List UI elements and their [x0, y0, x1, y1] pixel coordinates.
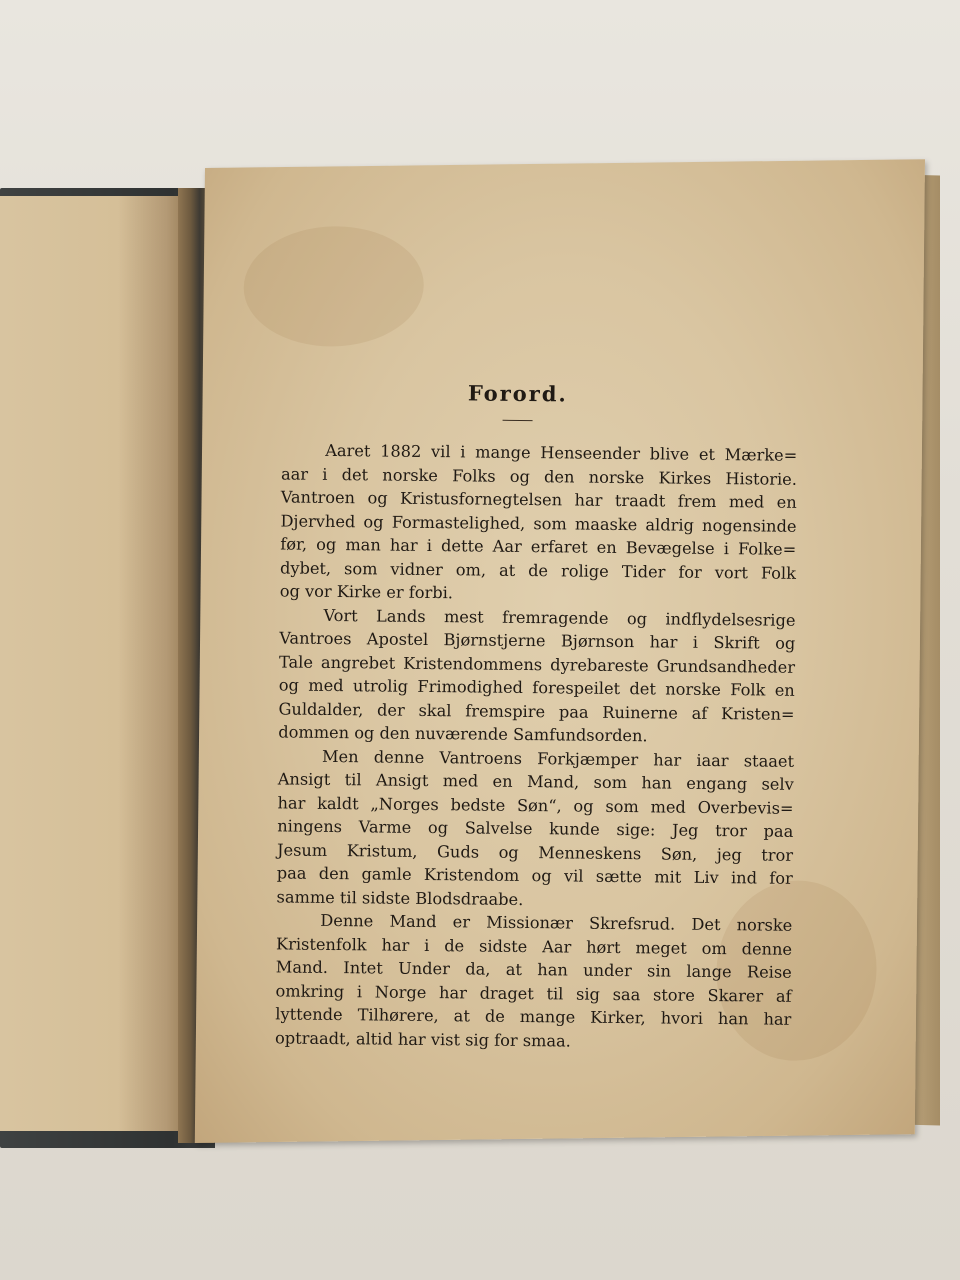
text-line: optraadt, altid har vist sig for smaa.: [274, 1027, 571, 1051]
text-line: og vor Kirke er forbi.: [279, 581, 454, 603]
preface-heading: Forord.: [467, 380, 568, 407]
text-line: Men denne Vantroens Forkjæmper har iaar staaet: [321, 746, 795, 771]
text-line: før, og man har i dette Aar erfaret en Bevægelse i Folke=: [280, 534, 797, 559]
text-line: ningens Varme og Salvelse kunde sige: Jeg tror paa: [277, 816, 794, 841]
text-line: har kaldt „Norges bedste Søn“, og som med Overbevis=: [277, 792, 794, 818]
paragraph-4: [231, 908, 792, 1055]
text-line: Vort Lands mest fremragende og indflydelsesrige: [323, 605, 796, 630]
paragraph-1: [236, 438, 798, 608]
text-line: Kristenfolk har i de sidste Aar hørt meget om denne: [275, 933, 793, 959]
text-line: lyttende Tilhørere, at de mange Kirker, hvori han har: [275, 1004, 792, 1029]
text-line: dybet, som vidner om, at de rolige Tider for vort Folk: [279, 557, 797, 583]
text-line: Tale angrebet Kristendommens dyrebareste Grundsandheder: [278, 651, 796, 677]
text-line: dommen og den nuværende Samfundsorden.: [278, 722, 648, 746]
text-line: Mand. Intet Under da, at han under sin lange Reise: [275, 957, 792, 982]
paper-stain: [243, 225, 424, 347]
text-line: Vantroes Apostel Bjørnstjerne Bjørnson har i Skrift og: [279, 628, 796, 653]
text-line: omkring i Norge har draget til sig saa store Skarer af: [275, 980, 792, 1006]
text-line: Jesum Kristum, Guds og Menneskens Søn, jeg tror: [276, 839, 794, 865]
text-line: Djervhed og Formastelighed, som maaske aldrig nogensinde: [280, 510, 797, 536]
text-line: Ansigt til Ansigt med en Mand, som han engang selv: [277, 769, 794, 794]
text-line: Aaret 1882 vil i mange Henseender blive et Mærke=: [325, 440, 798, 465]
text-line: samme til sidste Blodsdraabe.: [276, 886, 524, 909]
text-line: Guldalder, der skal fremspire paa Ruinerne af Kristen=: [278, 698, 795, 724]
text-line: aar i det norske Folks og den norske Kirkes Historie.: [280, 463, 798, 489]
paragraph-3: [232, 743, 794, 913]
paragraph-2: [234, 602, 795, 749]
text-line: Denne Mand er Missionær Skrefsrud. Det norske: [320, 910, 793, 935]
heading-divider: [503, 420, 533, 421]
text-line: og med utrolig Frimodighed forespeilet det norske Folk en: [278, 675, 795, 700]
text-line: paa den gamle Kristendom og vil sætte mit Liv ind for: [276, 863, 793, 888]
preface-text: [231, 378, 798, 1055]
text-line: Vantroen og Kristusfornegtelsen har traadt frem med en: [280, 487, 797, 512]
